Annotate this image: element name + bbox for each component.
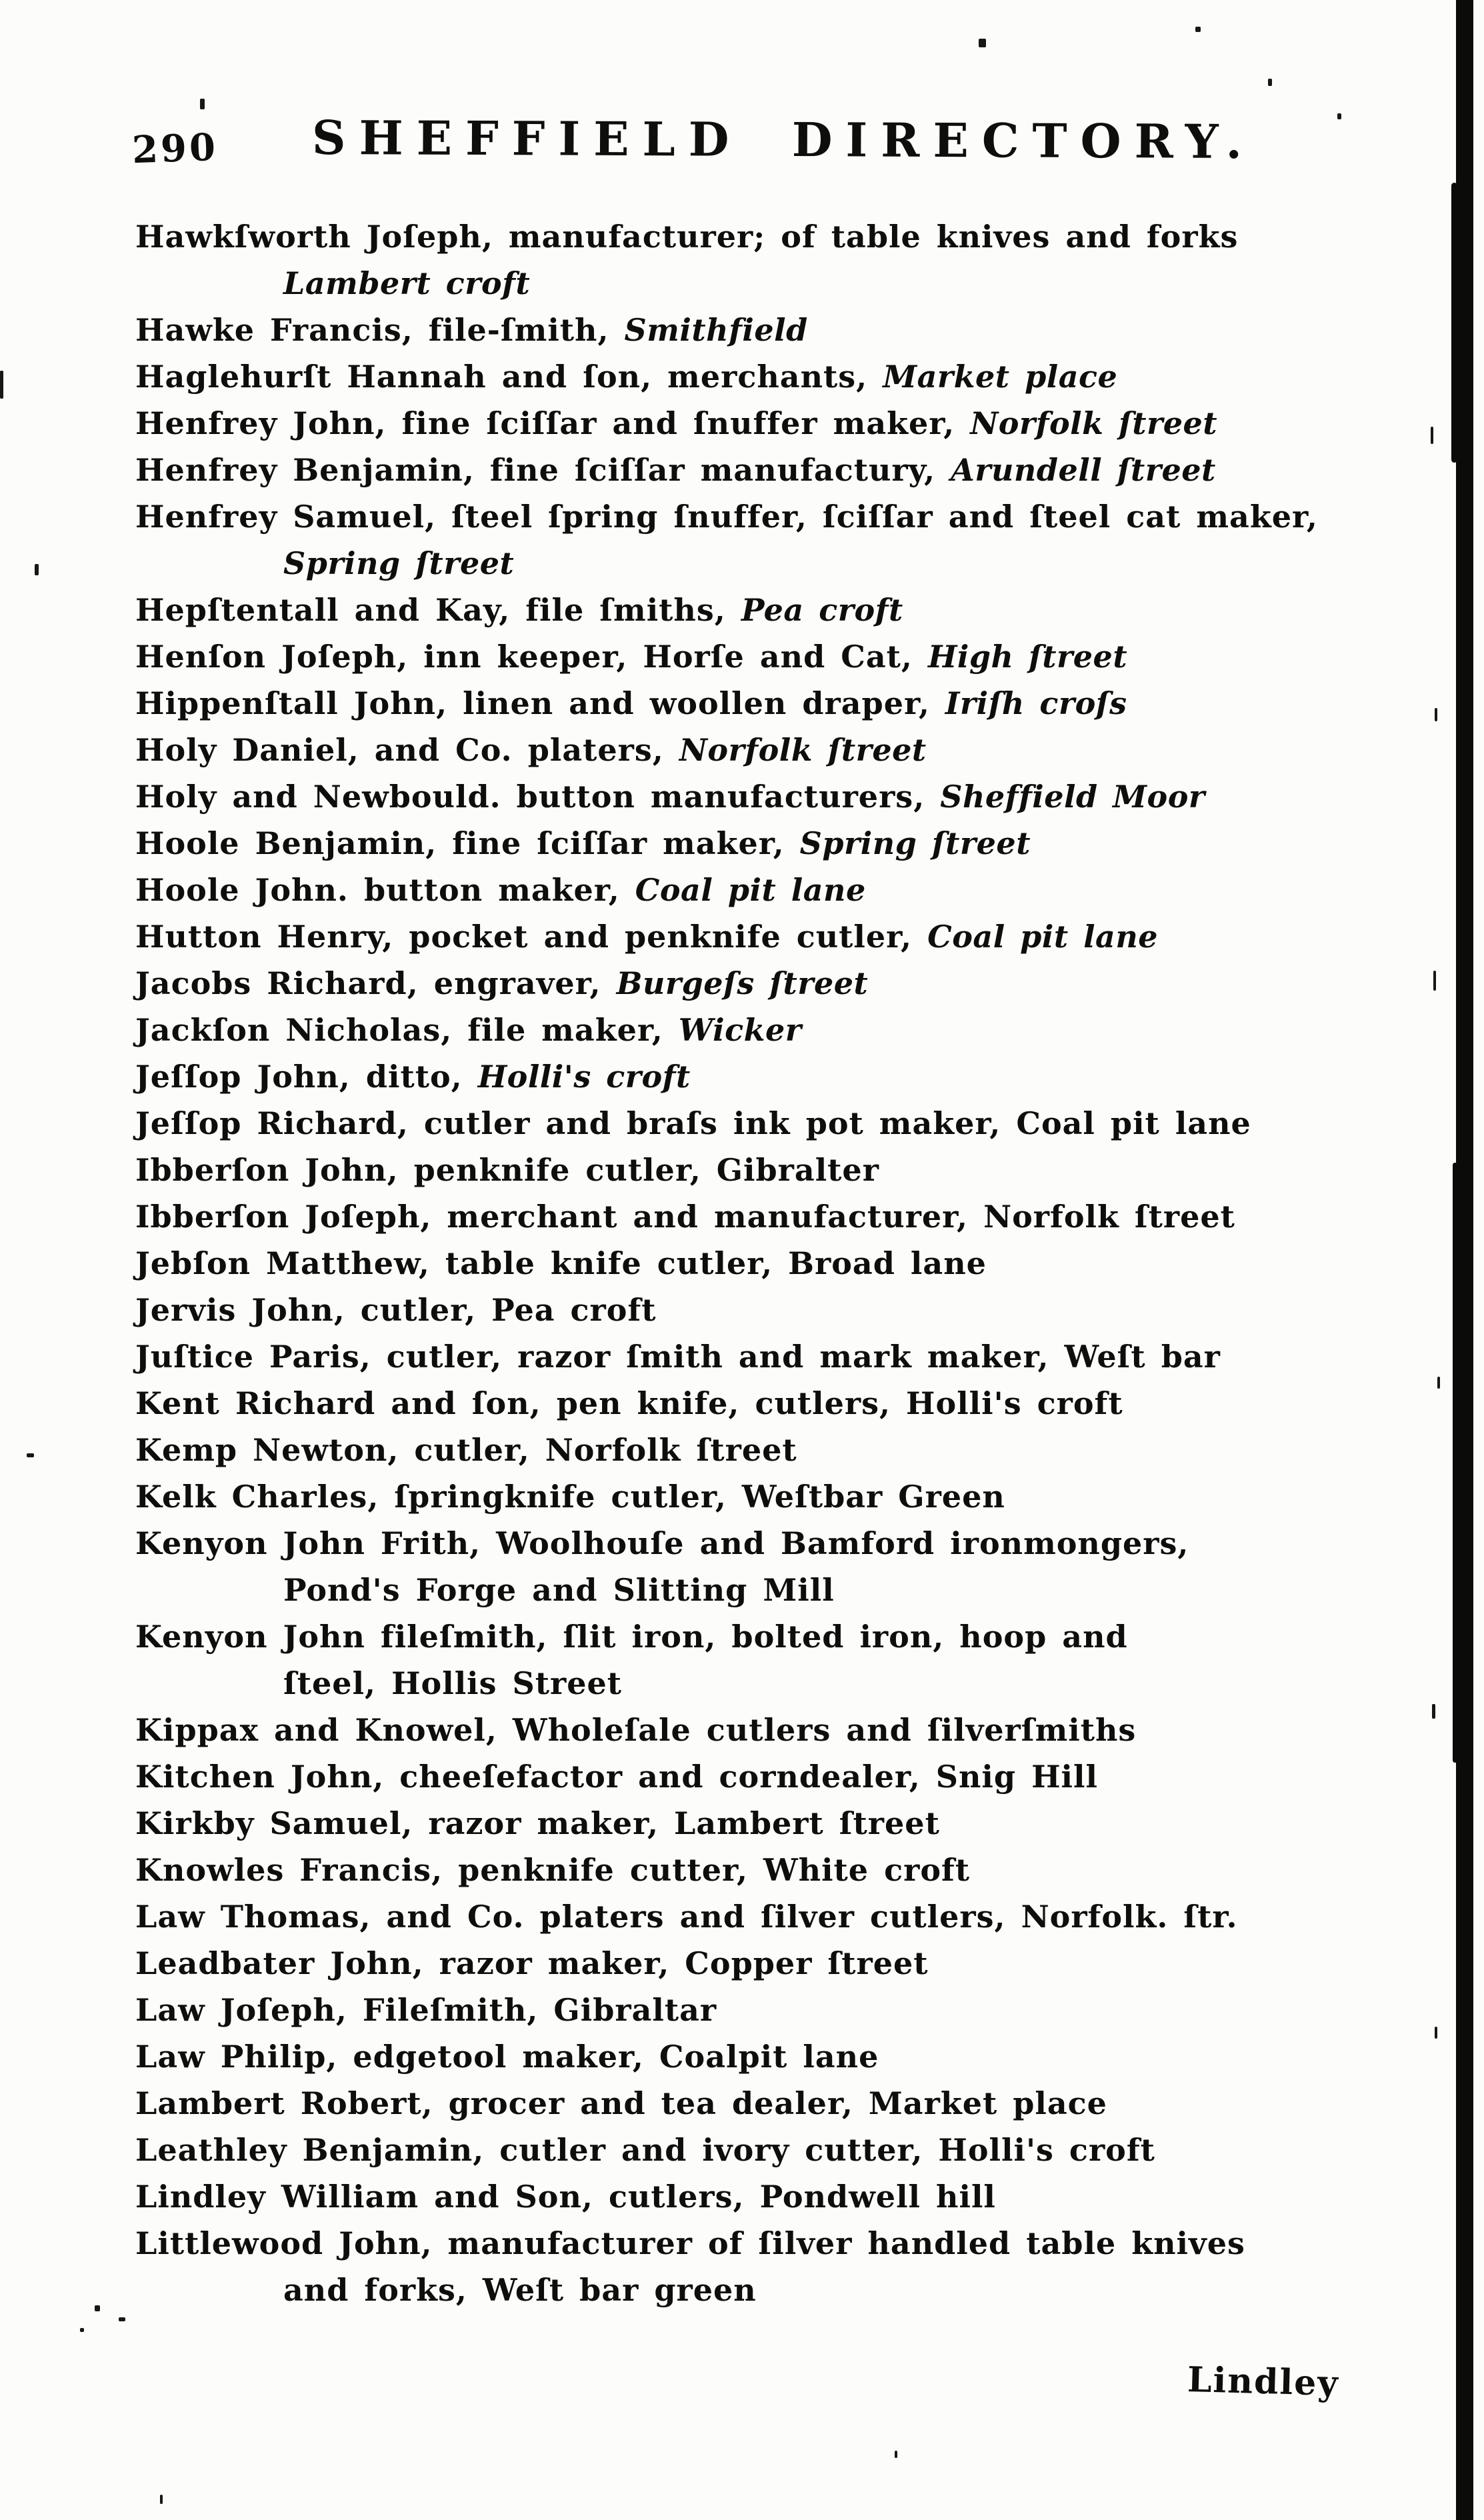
directory-entry — [135, 493, 1457, 587]
entry-text: Pond's Forge and Slitting Mill — [283, 1572, 835, 1608]
entry-line — [135, 260, 1457, 307]
entry-line — [135, 1100, 1457, 1147]
entry-line — [135, 1800, 1457, 1847]
directory-entry — [135, 1520, 1457, 1613]
entry-line — [135, 1380, 1457, 1427]
directory-entry — [135, 633, 1457, 680]
entry-text: Henfrey John, fine ſciſſar and ſnuffer maker, — [135, 405, 971, 441]
address-italic: High ſtreet — [927, 639, 1128, 675]
entry-line — [135, 867, 1457, 913]
scan-speck — [1435, 708, 1437, 721]
address-italic: Wicker — [678, 1012, 802, 1048]
directory-entry — [135, 1987, 1457, 2033]
scan-speck — [119, 2317, 125, 2321]
entry-line — [135, 493, 1457, 540]
entry-line — [135, 1287, 1457, 1333]
address-italic: Spring ſtreet — [799, 825, 1031, 861]
directory-entry — [135, 2220, 1457, 2313]
entry-text: Ibberſon John, penknife cutler, Gibralter — [135, 1152, 879, 1188]
entry-text: Hepſtentall and Kay, file ſmiths, — [135, 592, 741, 628]
entry-line — [135, 1753, 1457, 1800]
address-italic: Spring ſtreet — [283, 545, 515, 581]
entry-text: Lindley William and Son, cutlers, Pondwell hill — [135, 2179, 996, 2215]
entry-text: Littlewood John, manufacturer of ſilver handled table knives — [135, 2225, 1245, 2261]
directory-entry — [135, 1193, 1457, 1240]
entry-text: Kemp Newton, cutler, Norfolk ſtreet — [135, 1432, 797, 1468]
directory-entry — [135, 587, 1457, 633]
entry-line — [135, 1520, 1457, 1567]
entry-text: Jeſſop John, ditto, — [135, 1059, 478, 1095]
catchword: Lindley — [1187, 2359, 1340, 2404]
entry-text: Kippax and Knowel, Wholeſale cutlers and ſilverſmiths — [135, 1712, 1137, 1748]
directory-entry — [135, 1613, 1457, 1707]
directory-entry — [135, 1007, 1457, 1053]
entry-line — [135, 2033, 1457, 2080]
address-italic: Holli's croft — [477, 1059, 691, 1095]
scan-speck — [1435, 2027, 1437, 2039]
entry-text: Law Philip, edgetool maker, Coalpit lane — [135, 2039, 879, 2075]
address-italic: Lambert croft — [283, 265, 531, 301]
directory-entry — [135, 1427, 1457, 1473]
entry-line — [135, 1147, 1457, 1193]
directory-entry — [135, 1893, 1457, 1940]
directory-entry — [135, 2127, 1457, 2173]
address-italic: Iriſh croſs — [945, 685, 1127, 721]
entry-text: Hawkſworth Joſeph, manufacturer; of table knives and forks — [135, 219, 1239, 255]
directory-entry — [135, 1940, 1457, 1987]
entry-line — [135, 1847, 1457, 1893]
entry-line — [135, 773, 1457, 820]
entry-text: Ibberſon Joſeph, merchant and manufacturer, Norfolk ſtreet — [135, 1199, 1235, 1235]
directory-entry — [135, 960, 1457, 1007]
entry-line — [135, 2080, 1457, 2127]
entry-text: Holy Daniel, and Co. platers, — [135, 732, 679, 768]
entry-line — [135, 400, 1457, 447]
directory-entry — [135, 1147, 1457, 1193]
entry-text: Hawke Francis, file-ſmith, — [135, 312, 625, 348]
entry-text: Jebſon Matthew, table knife cutler, Broad lane — [135, 1245, 987, 1281]
page-header — [0, 109, 1484, 192]
directory-entry — [135, 2080, 1457, 2127]
scan-speck — [0, 371, 3, 399]
scan-speck — [1195, 27, 1201, 32]
entry-text: Kenyon John Frith, Woolhouſe and Bamford ironmongers, — [135, 1525, 1189, 1561]
directory-entry — [135, 1800, 1457, 1847]
directory-entry — [135, 1240, 1457, 1287]
directory-entry — [135, 1053, 1457, 1100]
directory-entry — [135, 1333, 1457, 1380]
page-title: SHEFFIELD DIRECTORY. — [311, 109, 1256, 170]
page-number: 290 — [131, 125, 219, 173]
entry-text: Leadbater John, razor maker, Copper ſtreet — [135, 1945, 929, 1981]
entry-line — [135, 213, 1457, 260]
address-italic: Coal pit lane — [635, 872, 866, 908]
entry-line — [135, 1893, 1457, 1940]
directory-entry — [135, 1287, 1457, 1333]
scan-gutter-bar — [1456, 0, 1473, 2520]
directory-entry — [135, 1753, 1457, 1800]
entry-line — [135, 820, 1457, 867]
directory-entry — [135, 307, 1457, 353]
entry-line — [135, 1007, 1457, 1053]
entry-text: and forks, Weſt bar green — [283, 2272, 757, 2308]
entry-text: Haglehurſt Hannah and ſon, merchants, — [135, 359, 883, 395]
directory-entry — [135, 680, 1457, 727]
entry-text: Henfrey Samuel, ſteel ſpring ſnuffer, ſciſſar and ſteel cat maker, — [135, 499, 1318, 535]
address-italic: Norfolk ſtreet — [970, 405, 1218, 441]
entry-line — [135, 307, 1457, 353]
entry-text: Law Thomas, and Co. platers and ſilver cutlers, Norfolk. ſtr. — [135, 1899, 1238, 1935]
scan-speck — [200, 99, 205, 109]
entry-text: Lambert Robert, grocer and tea dealer, Market place — [135, 2085, 1107, 2121]
entry-text: Hutton Henry, pocket and penknife cutler, — [135, 919, 928, 955]
scan-speck — [1268, 79, 1272, 86]
entry-text: ſteel, Hollis Street — [283, 1665, 623, 1701]
entry-text: Kelk Charles, ſpringknife cutler, Weſtbar Green — [135, 1479, 1005, 1515]
entry-line — [135, 1240, 1457, 1287]
entry-line — [135, 1987, 1457, 2033]
entry-text: Henfrey Benjamin, fine ſciſſar manufactury, — [135, 452, 951, 488]
entry-text: Knowles Francis, penknife cutter, White croft — [135, 1852, 971, 1888]
entry-text: Juſtice Paris, cutler, razor ſmith and mark maker, Weſt bar — [135, 1339, 1221, 1375]
scan-speck — [1431, 427, 1433, 444]
address-italic: Coal pit lane — [927, 919, 1159, 955]
entry-text: Hoole John. button maker, — [135, 872, 635, 908]
entry-line — [135, 1567, 1457, 1613]
entry-line — [135, 2267, 1457, 2313]
scan-speck — [160, 2495, 163, 2504]
directory-list — [135, 213, 1457, 2313]
address-italic: Burgeſs ſtreet — [616, 965, 869, 1001]
entry-line — [135, 727, 1457, 773]
directory-entry — [135, 2173, 1457, 2220]
directory-entry — [135, 913, 1457, 960]
entry-line — [135, 540, 1457, 587]
entry-line — [135, 960, 1457, 1007]
address-italic: Pea croft — [741, 592, 903, 628]
entry-line — [135, 913, 1457, 960]
entry-line — [135, 1660, 1457, 1707]
entry-line — [135, 447, 1457, 493]
entry-text: Jeſſop Richard, cutler and braſs ink pot maker, Coal pit lane — [135, 1105, 1251, 1141]
directory-entry — [135, 773, 1457, 820]
entry-text: Jacobs Richard, engraver, — [135, 965, 617, 1001]
entry-line — [135, 1193, 1457, 1240]
entry-text: Hoole Benjamin, fine ſciſſar maker, — [135, 825, 800, 861]
entry-text: Law Joſeph, Fileſmith, Gibraltar — [135, 1992, 717, 2028]
scan-speck — [95, 2305, 100, 2311]
entry-line — [135, 1707, 1457, 1753]
entry-text: Henſon Joſeph, inn keeper, Horſe and Cat, — [135, 639, 928, 675]
directory-entry — [135, 867, 1457, 913]
directory-entry — [135, 2033, 1457, 2080]
address-italic: Sheffield Moor — [940, 779, 1205, 815]
scan-speck — [80, 2328, 84, 2332]
entry-line — [135, 680, 1457, 727]
scan-speck — [27, 1453, 34, 1457]
entry-line — [135, 587, 1457, 633]
entry-text: Leathley Benjamin, cutler and ivory cutter, Holli's croft — [135, 2132, 1155, 2168]
entry-text: Kitchen John, cheeſefactor and corndealer, Snig Hill — [135, 1759, 1098, 1795]
entry-line — [135, 1473, 1457, 1520]
scan-speck — [35, 564, 39, 575]
directory-entry — [135, 1847, 1457, 1893]
entry-line — [135, 1333, 1457, 1380]
address-italic: Arundell ſtreet — [951, 452, 1216, 488]
entry-text: Kirkby Samuel, razor maker, Lambert ſtreet — [135, 1805, 940, 1841]
directory-entry — [135, 1707, 1457, 1753]
entry-text: Jervis John, cutler, Pea croft — [135, 1292, 657, 1328]
address-italic: Norfolk ſtreet — [679, 732, 927, 768]
directory-entry — [135, 400, 1457, 447]
scan-speck — [1337, 113, 1341, 119]
entry-line — [135, 1053, 1457, 1100]
directory-entry — [135, 1380, 1457, 1427]
entry-line — [135, 2127, 1457, 2173]
entry-line — [135, 1940, 1457, 1987]
entry-text: Jackſon Nicholas, file maker, — [135, 1012, 679, 1048]
entry-text: Kenyon John fileſmith, ſlit iron, bolted iron, hoop and — [135, 1619, 1128, 1655]
entry-line — [135, 2173, 1457, 2220]
entry-text: Kent Richard and ſon, pen knife, cutlers, Holli's croft — [135, 1385, 1123, 1421]
address-italic: Smithfield — [624, 312, 808, 348]
directory-entry — [135, 213, 1457, 307]
entry-line — [135, 1427, 1457, 1473]
entry-text: Holy and Newbould. button manufacturers, — [135, 779, 941, 815]
scan-speck — [1437, 1377, 1440, 1389]
entry-line — [135, 1613, 1457, 1660]
scan-speck — [1432, 1704, 1435, 1719]
directory-entry — [135, 353, 1457, 400]
directory-entry — [135, 1473, 1457, 1520]
directory-entry — [135, 820, 1457, 867]
entry-text: Hippenſtall John, linen and woollen draper, — [135, 685, 945, 721]
directory-entry — [135, 447, 1457, 493]
address-italic: Market place — [883, 359, 1118, 395]
entry-line — [135, 353, 1457, 400]
entry-line — [135, 633, 1457, 680]
scan-speck — [979, 39, 986, 47]
scan-speck — [895, 2451, 897, 2458]
directory-entry — [135, 1100, 1457, 1147]
directory-entry — [135, 727, 1457, 773]
entry-line — [135, 2220, 1457, 2267]
scan-speck — [1433, 971, 1436, 991]
